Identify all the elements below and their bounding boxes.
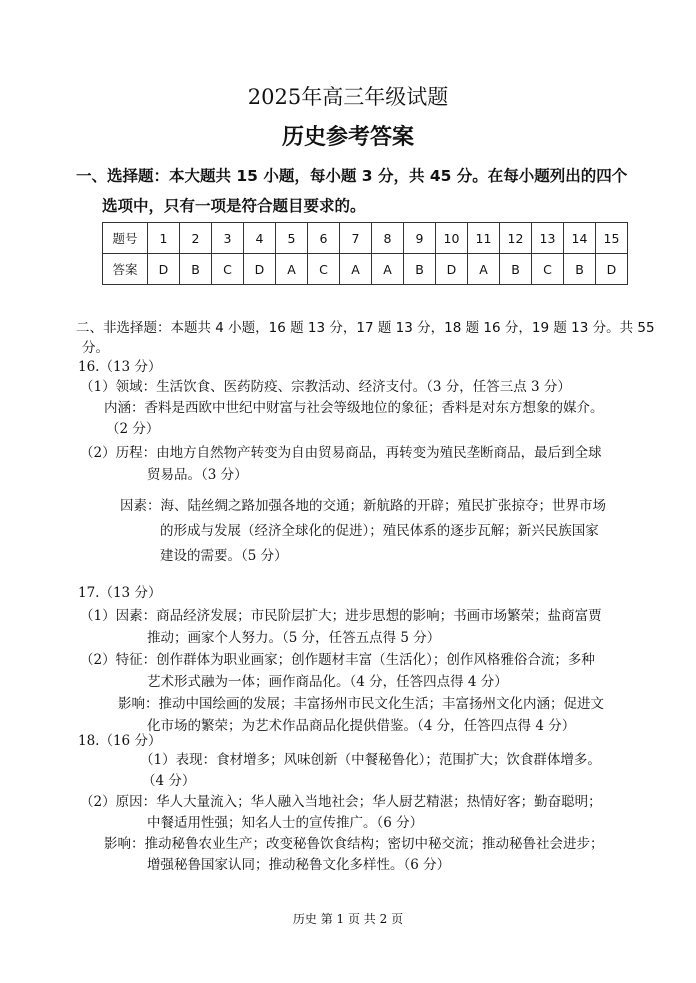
answer-cell: B <box>564 254 596 285</box>
question-number-cell: 2 <box>180 223 212 254</box>
q18-line: （4 分） <box>142 773 196 789</box>
section2-heading-cont: 分。 <box>82 340 109 356</box>
header-label: 题号 <box>103 223 148 254</box>
q16-line: 内涵：香料是西欧中世纪中财富与社会等级地位的象征；香料是对东方想象的媒介。 <box>104 400 604 416</box>
question-number-cell: 4 <box>244 223 276 254</box>
q18-line: 影响：推动秘鲁农业生产；改变秘鲁饮食结构；密切中秘交流；推动秘鲁社会进步； <box>104 836 604 852</box>
answer-cell: C <box>212 254 244 285</box>
answer-cell: A <box>468 254 500 285</box>
q16-line: 贸易品。（3 分） <box>147 467 248 483</box>
section1-heading: 一、选择题：本大题共 15 小题，每小题 3 分，共 45 分。在每小题列出的四个 <box>76 167 628 185</box>
answer-table <box>102 222 628 285</box>
question-number-cell: 14 <box>564 223 596 254</box>
question-number-cell: 8 <box>372 223 404 254</box>
q17-line: （2）特征：创作群体为职业画家；创作题材丰富（生活化）；创作风格雅俗合流；多种 <box>80 652 595 668</box>
page-footer: 历史 第 1 页 共 2 页 <box>292 912 404 926</box>
answer-cell: A <box>340 254 372 285</box>
q17-title: 17.（13 分） <box>78 585 162 601</box>
question-number-cell: 7 <box>340 223 372 254</box>
q17-line: 推动；画家个人努力。（5 分，任答五点得 5 分） <box>147 630 441 646</box>
question-number-cell: 9 <box>404 223 436 254</box>
q16-line: 建设的需要。（5 分） <box>160 548 288 564</box>
q16-line: （2 分） <box>106 421 160 437</box>
answer-cell: C <box>308 254 340 285</box>
answer-cell: B <box>404 254 436 285</box>
question-number-cell: 12 <box>500 223 532 254</box>
answer-cell: B <box>180 254 212 285</box>
table-row-answers <box>103 254 628 285</box>
exam-title: 2025年高三年级试题 <box>247 85 449 109</box>
question-number-cell: 11 <box>468 223 500 254</box>
question-number-cell: 5 <box>276 223 308 254</box>
q16-line: 的形成与发展（经济全球化的促进）；殖民体系的逐步瓦解；新兴民族国家 <box>160 523 599 539</box>
q16-title: 16.（13 分） <box>78 359 162 375</box>
q16-line: （2）历程：由地方自然物产转变为自由贸易商品，再转变为殖民垄断商品，最后到全球 <box>80 445 602 461</box>
section2-heading: 二、非选择题：本题共 4 小题，16 题 13 分，17 题 13 分，18 题 16 分，19 题 13 分。共 55 <box>76 320 655 336</box>
q16-line: （1）领域：生活饮食、医药防疫、宗教活动、经济支付。（3 分，任答三点 3 分） <box>80 379 571 395</box>
question-number-cell: 10 <box>436 223 468 254</box>
answer-cell: D <box>596 254 628 285</box>
q17-line: 影响：推动中国绘画的发展；丰富扬州市民文化生活；丰富扬州文化内涵；促进文 <box>118 696 604 712</box>
q16-line: 因素：海、陆丝绸之路加强各地的交通；新航路的开辟；殖民扩张掠夺；世界市场 <box>120 498 606 514</box>
question-number-cell: 15 <box>596 223 628 254</box>
answer-cell: D <box>436 254 468 285</box>
answer-cell: B <box>500 254 532 285</box>
question-number-cell: 3 <box>212 223 244 254</box>
q17-line: （1）因素：商品经济发展；市民阶层扩大；进步思想的影响；书画市场繁荣；盐商富贾 <box>80 608 602 624</box>
table-row-numbers <box>103 223 628 254</box>
section1-heading-cont: 选项中，只有一项是符合题目要求的。 <box>102 197 366 215</box>
question-number-cell: 1 <box>148 223 180 254</box>
answer-cell: C <box>532 254 564 285</box>
page-title: 历史参考答案 <box>281 125 414 150</box>
q18-line: 中餐适用性强；知名人士的宣传推广。（6 分） <box>147 815 424 831</box>
q17-line: 化市场的繁荣；为艺术作品商品化提供借鉴。（4 分，任答四点得 4 分） <box>147 718 576 734</box>
q18-line: （1）表现：食材增多；风味创新（中餐秘鲁化）；范围扩大；饮食群体增多。 <box>140 752 601 768</box>
answer-cell: A <box>276 254 308 285</box>
answer-label: 答案 <box>103 254 148 285</box>
q18-line: （2）原因：华人大量流入；华人融入当地社会；华人厨艺精湛；热情好客；勤奋聪明； <box>80 794 602 810</box>
answer-cell: D <box>148 254 180 285</box>
question-number-cell: 13 <box>532 223 564 254</box>
answer-cell: A <box>372 254 404 285</box>
q18-line: 增强秘鲁国家认同；推动秘鲁文化多样性。（6 分） <box>147 857 451 873</box>
q18-title: 18.（16 分） <box>78 733 162 749</box>
answer-cell: D <box>244 254 276 285</box>
q17-line: 艺术形式融为一体；画作商品化。（4 分，任答四点得 4 分） <box>147 674 508 690</box>
question-number-cell: 6 <box>308 223 340 254</box>
